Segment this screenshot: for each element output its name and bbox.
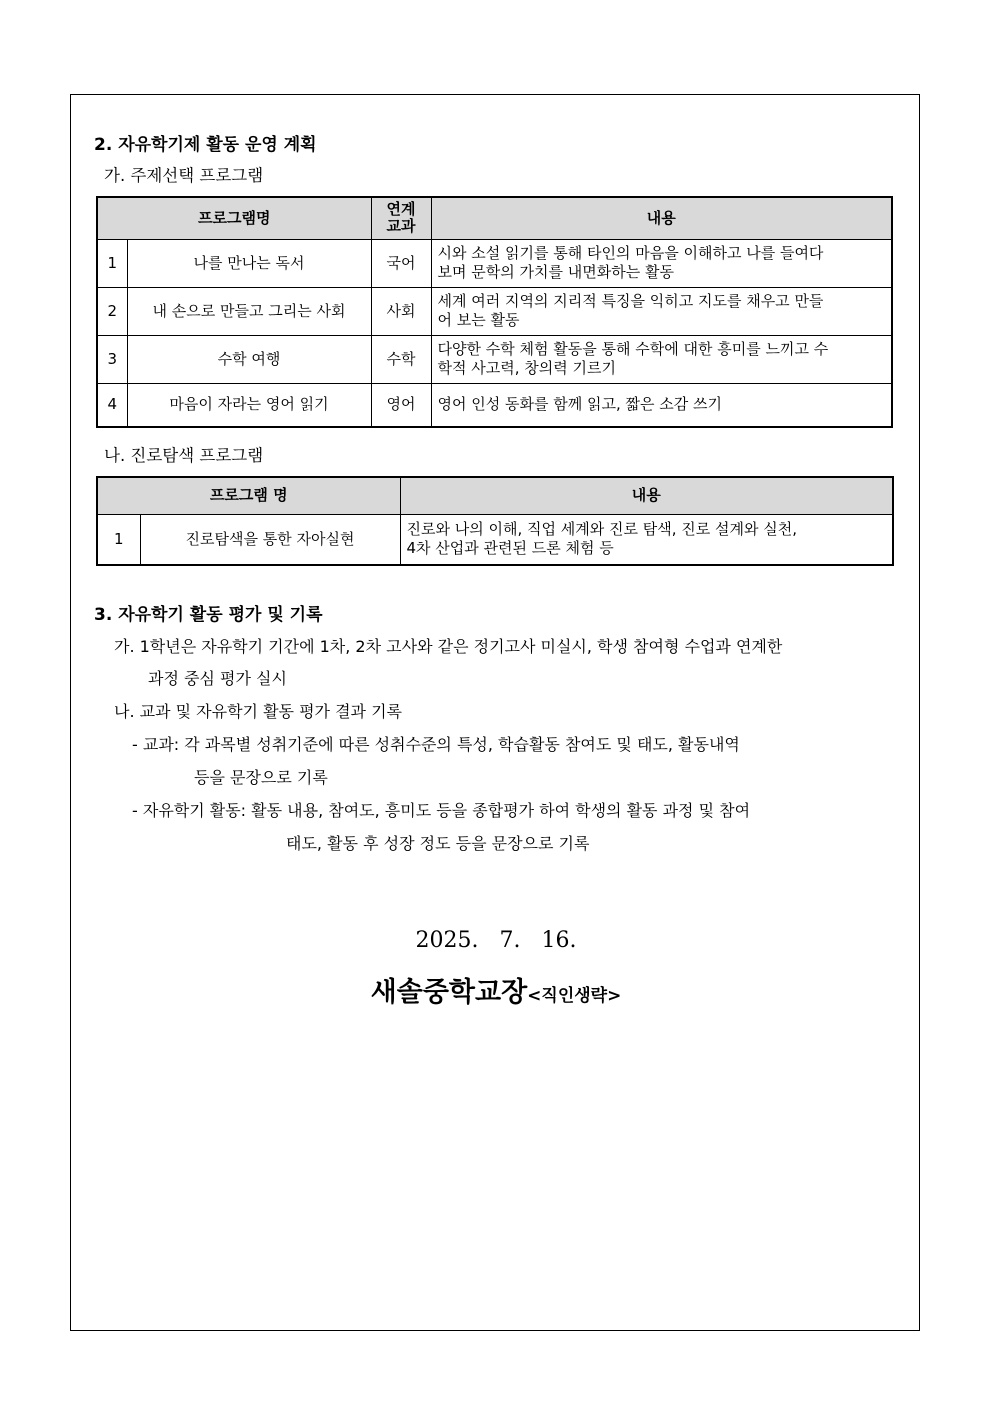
program-name: 수학 여행	[127, 335, 371, 383]
table-row	[97, 383, 892, 427]
program-name: 내 손으로 만들고 그리는 사회	[127, 287, 371, 335]
program-content: 세계 여러 지역의 지리적 특징을 익히고 지도를 채우고 만들 어 보는 활동	[431, 287, 892, 335]
program-content: 시와 소설 읽기를 통해 타인의 마음을 이해하고 나를 들여다 보며 문학의 가치를 내면화하는 활동	[431, 239, 892, 287]
table-row	[97, 514, 893, 565]
section2-heading: 2. 자유학기제 활동 운영 계획	[94, 135, 317, 155]
signer-name: 새솔중학교장	[370, 977, 528, 1008]
program-content: 진로와 나의 이해, 직업 세계와 진로 탐색, 진로 설계와 실천, 4차 산업과 관련된 드론 체험 등	[400, 514, 893, 565]
issue-date: 2025. 7. 16.	[415, 928, 577, 953]
header-program-name: 프로그램명	[97, 197, 371, 239]
program-content: 다양한 수학 체험 활동을 통해 수학에 대한 흥미를 느끼고 수 학적 사고력, 창의력 기르기	[431, 335, 892, 383]
row-number: 4	[97, 383, 127, 427]
table-row	[97, 239, 892, 287]
header-content: 내용	[400, 477, 893, 514]
table-row	[97, 335, 892, 383]
section3-heading: 3. 자유학기 활동 평가 및 기록	[94, 605, 323, 625]
seal-omitted-note: <직인생략>	[527, 986, 622, 1006]
subject: 국어	[371, 239, 431, 287]
item-b: 나. 교과 및 자유학기 활동 평가 결과 기록	[114, 702, 402, 721]
program-content: 영어 인성 동화를 함께 읽고, 짧은 소감 쓰기	[431, 383, 892, 427]
header-linked-subject: 연계 교과	[371, 197, 431, 239]
dash2-line2: 태도, 활동 후 성장 정도 등을 문장으로 기록	[286, 834, 590, 853]
signature-block	[0, 970, 992, 1009]
program-name: 진로탐색을 통한 자아실현	[140, 514, 400, 565]
subsection-a-title: 가. 주제선택 프로그램	[104, 166, 264, 185]
dash1-line1: - 교과: 각 과목별 성취기준에 따른 성취수준의 특성, 학습활동 참여도 및 태도, 활동내역	[132, 735, 740, 754]
row-number: 2	[97, 287, 127, 335]
row-number: 1	[97, 239, 127, 287]
table-header-row	[97, 477, 893, 514]
career-program-table	[96, 476, 894, 566]
row-number: 3	[97, 335, 127, 383]
subject: 영어	[371, 383, 431, 427]
item-a-line2: 과정 중심 평가 실시	[148, 669, 287, 688]
topic-program-table	[96, 196, 893, 428]
subsection-b-title: 나. 진로탐색 프로그램	[104, 446, 264, 465]
subject: 사회	[371, 287, 431, 335]
header-program-name: 프로그램 명	[97, 477, 400, 514]
table-header-row	[97, 197, 892, 239]
header-content: 내용	[431, 197, 892, 239]
program-name: 나를 만나는 독서	[127, 239, 371, 287]
dash2-line1: - 자유학기 활동: 활동 내용, 참여도, 흥미도 등을 종합평가 하여 학생의 활동 과정 및 참여	[132, 801, 751, 820]
subject: 수학	[371, 335, 431, 383]
table-row	[97, 287, 892, 335]
row-number: 1	[97, 514, 140, 565]
dash1-line2: 등을 문장으로 기록	[194, 768, 328, 787]
item-a-line1: 가. 1학년은 자유학기 기간에 1차, 2차 고사와 같은 정기고사 미실시, 학생 참여형 수업과 연계한	[114, 637, 783, 656]
program-name: 마음이 자라는 영어 읽기	[127, 383, 371, 427]
